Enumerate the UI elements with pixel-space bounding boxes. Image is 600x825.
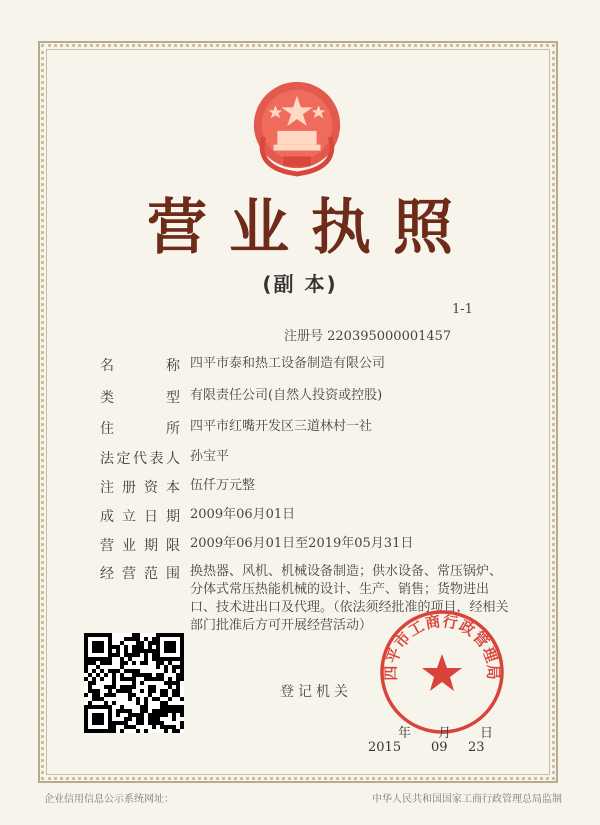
field-address <box>100 418 373 438</box>
day-value: 23 <box>468 740 485 755</box>
month-value: 09 <box>431 740 448 755</box>
field-value: 换热器、风机、机械设备制造；供水设备、常压锅炉、分体式常压热能机械的设计、生产、销售；货物进出口、技术进出口及代理。（依法须经批准的项目，经相关部门批准后方可开展经营活动） <box>190 564 509 633</box>
field-value: 2009年06月01日至2019年05月31日 <box>190 536 414 551</box>
field-label: 住 所 <box>100 421 180 437</box>
day-label: 日 <box>480 726 494 741</box>
qr-code-icon <box>84 633 184 733</box>
year-value: 2015 <box>368 740 402 755</box>
field-registered-capital <box>100 477 256 497</box>
national-emblem-icon <box>248 75 346 180</box>
field-label: 名 称 <box>100 358 180 374</box>
field-legal-representative <box>100 448 230 468</box>
field-value: 伍仟万元整 <box>190 478 256 493</box>
registration-number: 注册号 220395000001457 <box>284 329 452 344</box>
registration-authority-label: 登记机关 <box>280 684 352 700</box>
field-label: 营业期限 <box>100 538 180 554</box>
field-value: 孙宝平 <box>190 449 230 464</box>
field-value: 2009年06月01日 <box>190 507 296 522</box>
field-value: 四平市泰和热工设备制造有限公司 <box>190 356 386 371</box>
document-title: 营业执照 <box>147 193 475 263</box>
field-value: 有限责任公司(自然人投资或控股) <box>190 388 383 403</box>
footer-website-label: 企业信用信息公示系统网址： <box>44 794 174 805</box>
year-label: 年 <box>398 726 412 741</box>
official-seal-icon <box>378 608 506 736</box>
field-value: 四平市红嘴开发区三道林村一社 <box>190 419 373 434</box>
field-established-date <box>100 506 296 526</box>
field-business-scope <box>100 563 509 633</box>
document-subtitle: (副 本) <box>262 272 338 296</box>
field-label: 法定代表人 <box>100 451 180 467</box>
field-label: 注册资本 <box>100 480 180 496</box>
field-label: 成立日期 <box>100 509 180 525</box>
month-label: 月 <box>438 726 452 741</box>
copy-number: 1-1 <box>452 302 473 317</box>
field-type <box>100 387 383 407</box>
field-name <box>100 355 386 375</box>
field-label: 经营范围 <box>100 566 180 582</box>
seal-text: 四平市工商行政管理局 <box>381 612 503 681</box>
field-label: 类 型 <box>100 390 180 406</box>
footer-issuer: 中华人民共和国国家工商行政管理总局监制 <box>372 794 562 805</box>
field-business-term <box>100 535 414 555</box>
